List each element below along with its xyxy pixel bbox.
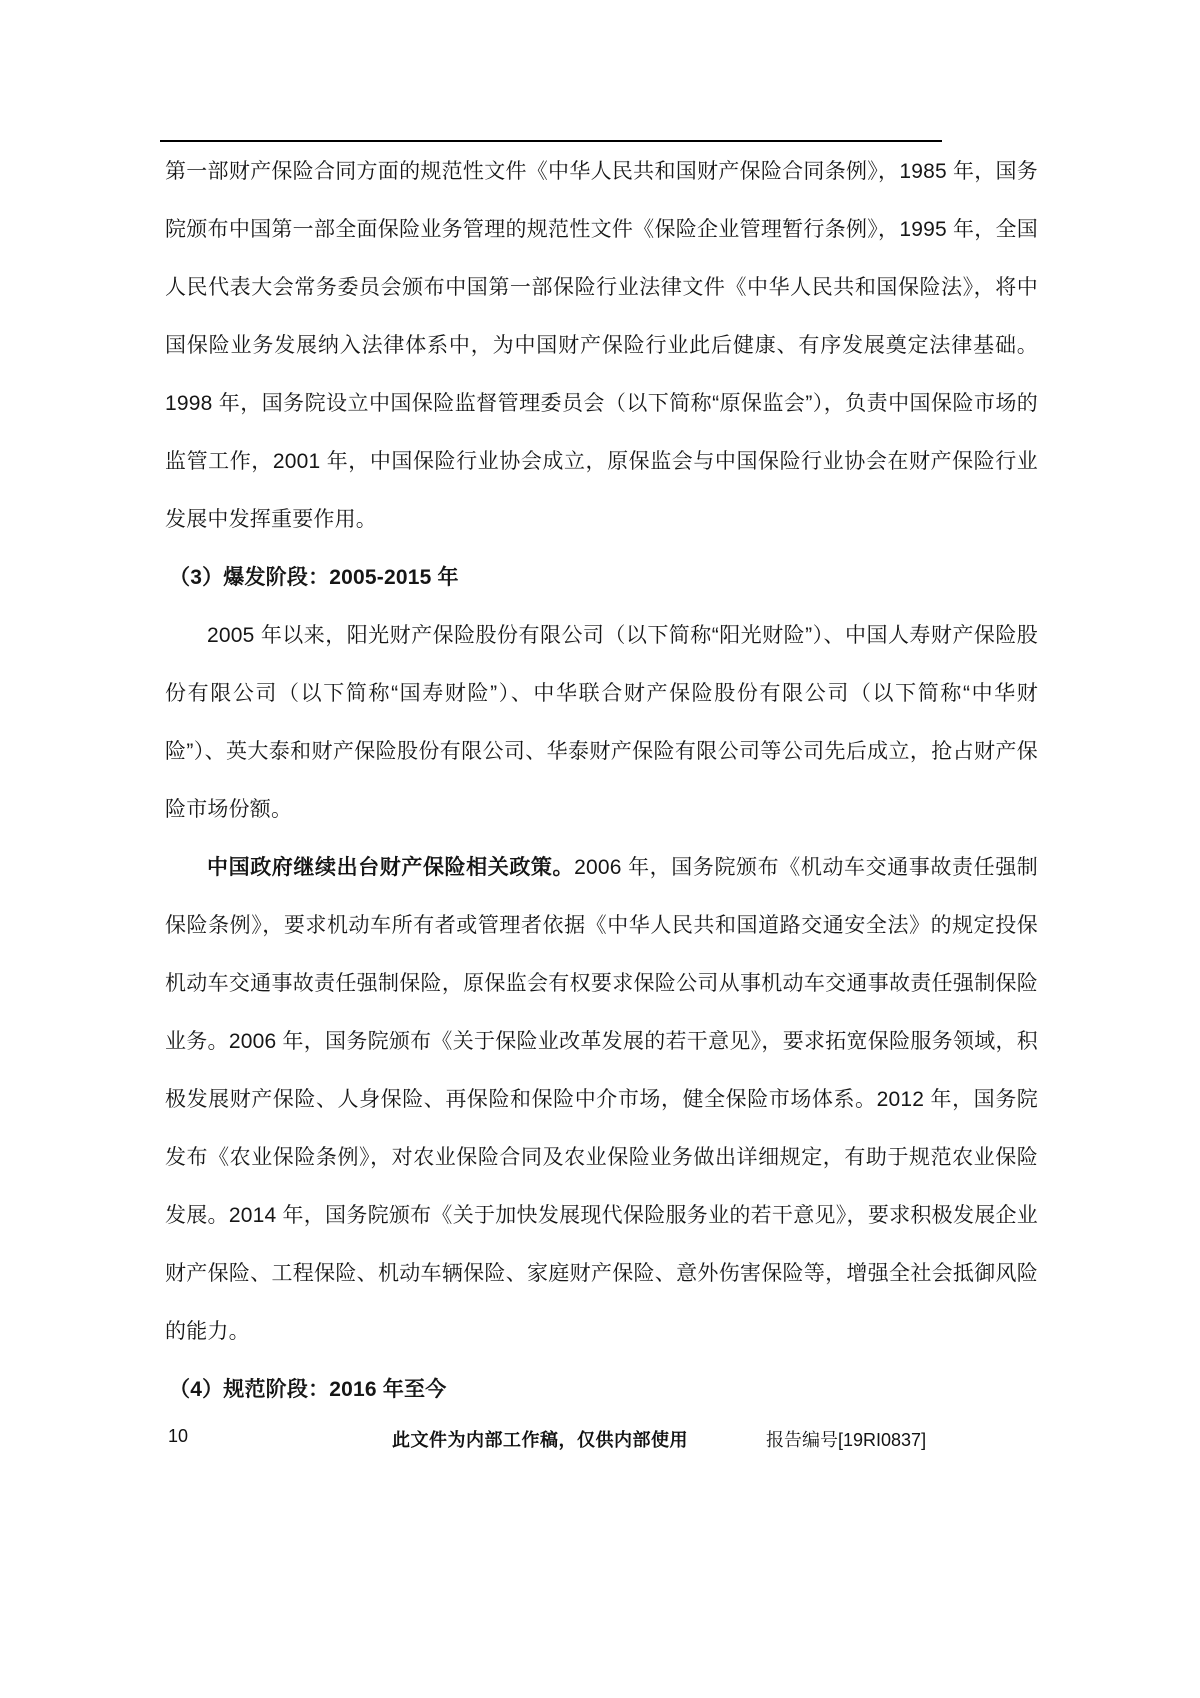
paragraph bbox=[165, 143, 1038, 549]
footer-note: 此文件为内部工作稿，仅供内部使用 bbox=[392, 1430, 688, 1450]
document-body bbox=[165, 143, 1038, 1419]
section-heading: （4）规范阶段：2016 年至今 bbox=[169, 1378, 447, 1401]
page-footer bbox=[160, 1424, 1040, 1456]
section-heading: （3）爆发阶段：2005-2015 年 bbox=[169, 566, 459, 589]
body-text: 2006 年，国务院颁布《机动车交通事故责任强制保险条例》，要求机动车所有者或管理者依据《中华人民共和国道路交通安全法》的规定投保机动车交通事故责任强制保险，原保监会有权要求保险公司从事机动车交通事故责任强制保险业务。2006 年，国务院颁布《关于保险业改革发展的若干意见》，要求拓宽保险服务领域，积极发展财产保险、人身保险、再保险和保险中介市场，健全保险市场体系。2012 年，国务院发布《农业保险条例》，对农业保险合同及农业保险业务做出详细规定，有助于规范农业保险发展。2014 年，国务院颁布《关于加快发展现代保险服务业的若干意见》，要求积极发展企业财产保险、工程保险、机动车辆保险、家庭财产保险、意外伤害保险等，增强全社会抵御风险的能力。 bbox=[165, 856, 1038, 1343]
header-rule bbox=[160, 140, 942, 142]
paragraph bbox=[165, 607, 1038, 839]
bold-lead-text: 中国政府继续出台财产保险相关政策。 bbox=[207, 856, 575, 879]
paragraph bbox=[165, 839, 1038, 1361]
body-text: 第一部财产保险合同方面的规范性文件《中华人民共和国财产保险合同条例》，1985 年，国务院颁布中国第一部全面保险业务管理的规范性文件《保险企业管理暂行条例》，1995 年，全国人民代表大会常务委员会颁布中国第一部保险行业法律文件《中华人民共和国保险法》，将中国保险业务发展纳入法律体系中，为中国财产保险行业此后健康、有序发展奠定法律基础。1998 年，国务院设立中国保险监督管理委员会（以下简称“原保监会”），负责中国保险市场的监管工作，2001 年，中国保险行业协会成立，原保监会与中国保险行业协会在财产保险行业发展中发挥重要作用。 bbox=[165, 160, 1038, 531]
page-number: 10 bbox=[168, 1426, 189, 1446]
body-text: 2005 年以来，阳光财产保险股份有限公司（以下简称“阳光财险”）、中国人寿财产保险股份有限公司（以下简称“国寿财险”）、中华联合财产保险股份有限公司（以下简称“中华财险”）、英大泰和财产保险股份有限公司、华泰财产保险有限公司等公司先后成立，抢占财产保险市场份额。 bbox=[165, 624, 1038, 821]
report-number: 报告编号[19RI0837] bbox=[766, 1430, 927, 1450]
